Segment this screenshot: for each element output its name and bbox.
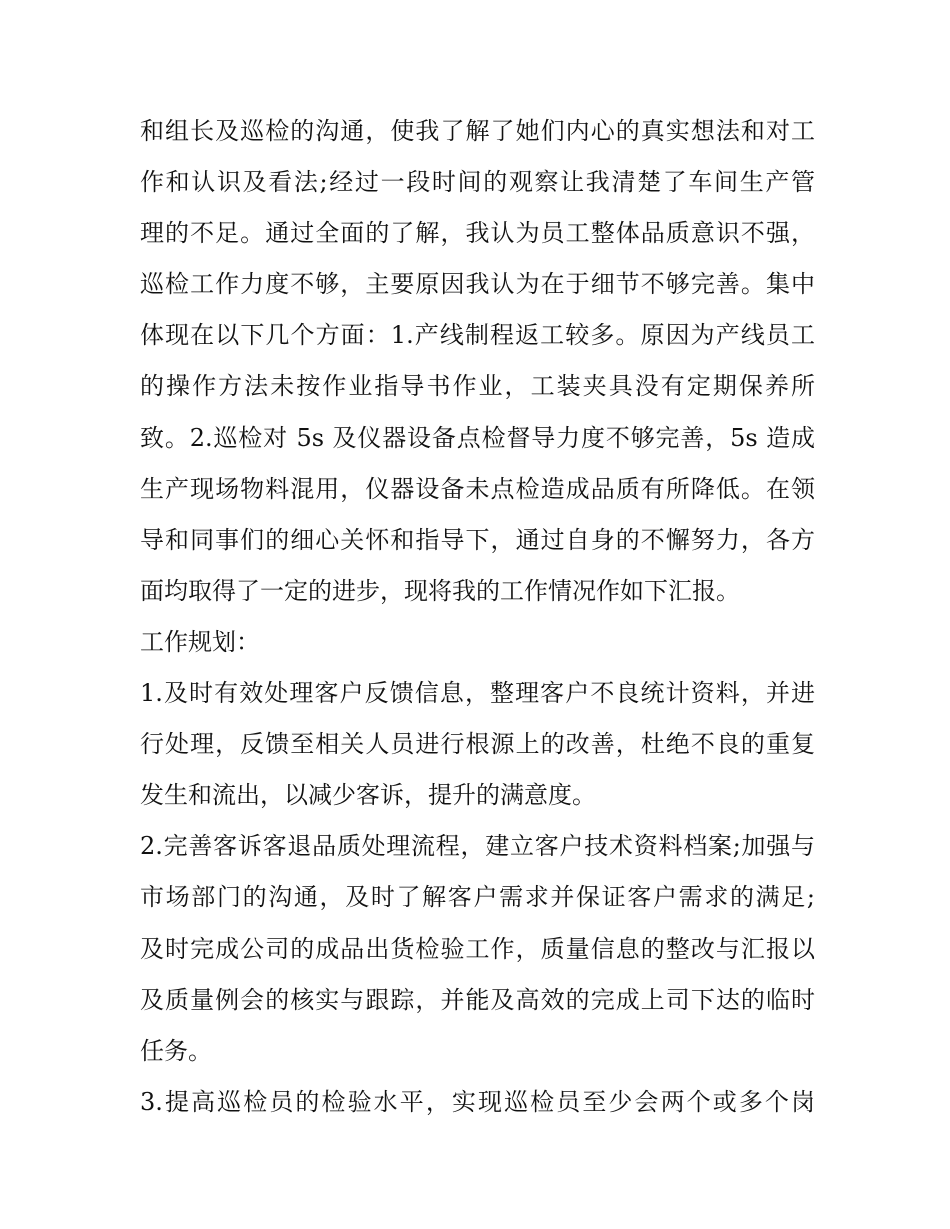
list-item-1-end-line: 发生和流出，以减少客诉，提升的满意度。 [140, 781, 596, 810]
list-item-2-end-line: 任务。 [140, 1036, 212, 1065]
text-line: 作和认识及看法;经过一段时间的观察让我清楚了车间生产管 [140, 168, 815, 197]
section-heading: 工作规划： [140, 627, 260, 656]
text-line: 导和同事们的细心关怀和指导下，通过自身的不懈努力，各方 [140, 525, 815, 554]
text-line: 致。2.巡检对 5s 及仪器设备点检督导力度不够完善，5s 造成 [140, 423, 815, 452]
list-item-2-line: 2.完善客诉客退品质处理流程，建立客户技术资料档案;加强与 [140, 832, 815, 861]
text-line: 体现在以下几个方面：1.产线制程返工较多。原因为产线员工 [140, 321, 815, 350]
paragraph-end-line: 面均取得了一定的进步，现将我的工作情况作如下汇报。 [140, 576, 740, 605]
list-item-2-line: 及质量例会的核实与跟踪，并能及高效的完成上司下达的临时 [140, 985, 815, 1014]
list-item-3-line: 3.提高巡检员的检验水平，实现巡检员至少会两个或多个岗 [140, 1087, 815, 1116]
document-body [140, 106, 815, 1128]
list-item-2-line: 市场部门的沟通，及时了解客户需求并保证客户需求的满足; [140, 883, 815, 912]
text-line: 理的不足。通过全面的了解，我认为员工整体品质意识不强， [140, 219, 815, 248]
text-line: 的操作方法未按作业指导书作业，工装夹具没有定期保养所 [140, 372, 815, 401]
list-item-1-line: 行处理，反馈至相关人员进行根源上的改善，杜绝不良的重复 [140, 730, 815, 759]
list-item-1-line: 1.及时有效处理客户反馈信息，整理客户不良统计资料，并进 [140, 679, 815, 708]
text-line: 生产现场物料混用，仪器设备未点检造成品质有所降低。在领 [140, 474, 815, 503]
text-line: 和组长及巡检的沟通，使我了解了她们内心的真实想法和对工 [140, 117, 815, 145]
list-item-2-line: 及时完成公司的成品出货检验工作，质量信息的整改与汇报以 [140, 934, 815, 963]
text-line: 巡检工作力度不够，主要原因我认为在于细节不够完善。集中 [140, 270, 815, 299]
